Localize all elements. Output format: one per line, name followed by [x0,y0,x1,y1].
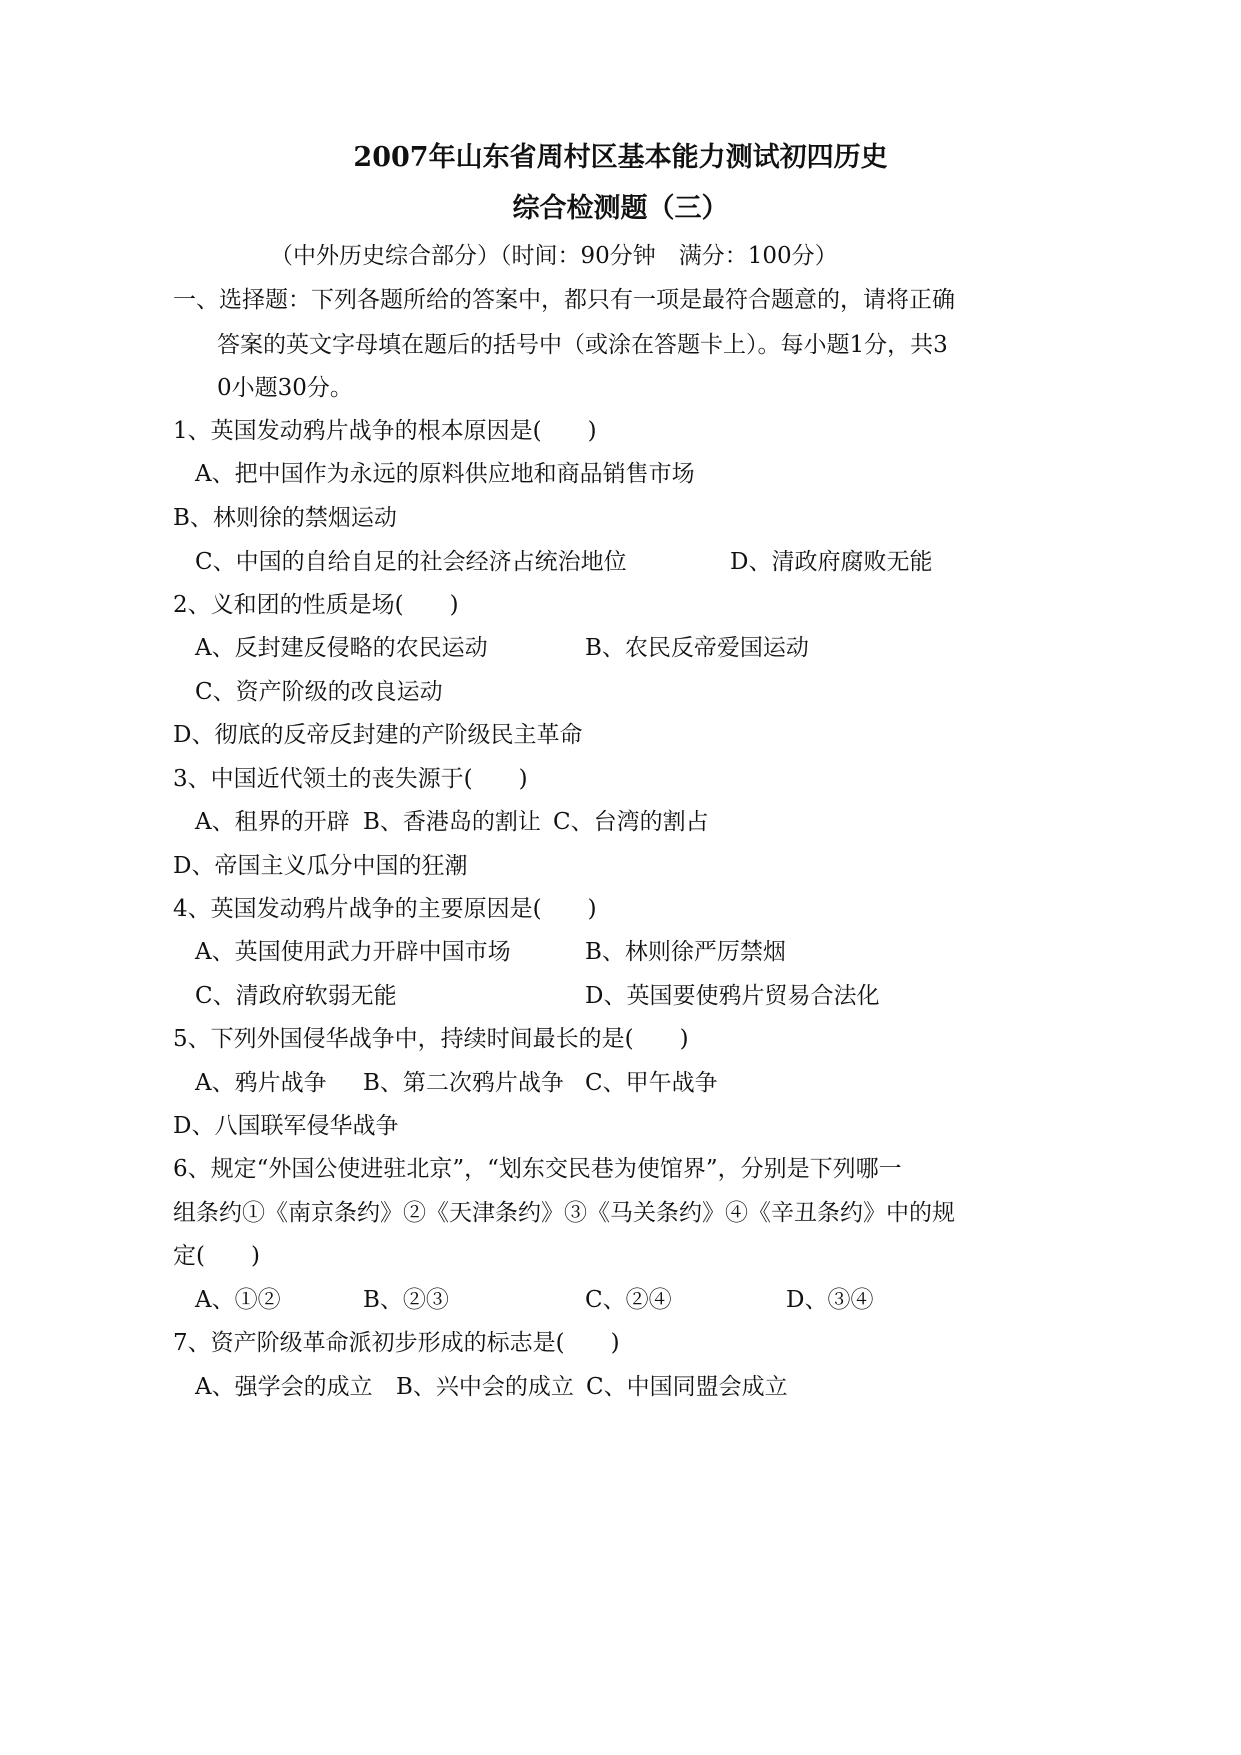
question-4-option-a: A、英国使用武力开辟中国市场 [195,939,511,965]
question-5-option-b: B、第二次鸦片战争 [363,1070,564,1096]
question-3-option-d: D、帝国主义瓜分中国的狂潮 [173,853,468,879]
question-6-option-a: A、①② [195,1287,281,1313]
question-1-option-a: A、把中国作为永远的原料供应地和商品销售市场 [195,461,695,487]
question-4-option-c: C、清政府软弱无能 [195,983,397,1009]
question-6-stem-line-3: 定( ) [173,1243,260,1269]
question-5-stem: 5、下列外国侵华战争中，持续时间最长的是( ) [173,1026,689,1052]
question-3-option-c: C、台湾的割占 [553,809,709,835]
question-7-option-c: C、中国同盟会成立 [586,1374,788,1400]
question-5-option-c: C、甲午战争 [585,1070,718,1096]
section-instruction-line-2: 答案的英文字母填在题后的括号中（或涂在答题卡上）。每小题1分，共3 [217,332,948,358]
exam-info: （中外历史综合部分）（时间：90分钟 满分：100分） [270,243,838,269]
document-subtitle: 综合检测题（三） [512,193,729,224]
question-4-option-d: D、英国要使鸦片贸易合法化 [585,983,880,1009]
question-3-option-a: A、租界的开辟 [195,809,350,835]
question-1-option-b: B、林则徐的禁烟运动 [173,505,397,531]
question-1-option-d: D、清政府腐败无能 [730,549,933,575]
question-6-option-d: D、③④ [786,1287,874,1313]
question-1-stem: 1、英国发动鸦片战争的根本原因是( ) [173,418,597,444]
question-2-option-c: C、资产阶级的改良运动 [195,679,443,705]
question-4-stem: 4、英国发动鸦片战争的主要原因是( ) [173,896,597,922]
section-instruction-line-1: 一、选择题：下列各题所给的答案中，都只有一项是最符合题意的，请将正确 [173,287,955,313]
document-title: 2007年山东省周村区基本能力测试初四历史 [353,142,888,173]
question-5-option-a: A、鸦片战争 [195,1070,327,1096]
question-1-option-c: C、中国的自给自足的社会经济占统治地位 [195,549,627,575]
question-6-option-c: C、②④ [585,1287,672,1313]
question-2-option-b: B、农民反帝爱国运动 [585,635,809,661]
question-6-stem-line-1: 6、规定“外国公使进驻北京”，“划东交民巷为使馆界”，分别是下列哪一 [173,1156,902,1182]
question-2-option-a: A、反封建反侵略的农民运动 [195,635,488,661]
question-3-stem: 3、中国近代领土的丧失源于( ) [173,766,528,792]
question-7-option-b: B、兴中会的成立 [396,1374,574,1400]
question-7-stem: 7、资产阶级革命派初步形成的标志是( ) [173,1330,620,1356]
section-instruction-line-3: 0小题30分。 [217,375,353,401]
question-6-option-b: B、②③ [363,1287,449,1313]
question-2-option-d: D、彻底的反帝反封建的产阶级民主革命 [173,722,583,748]
question-2-stem: 2、义和团的性质是场( ) [173,592,459,618]
question-3-option-b: B、香港岛的割让 [363,809,541,835]
question-4-option-b: B、林则徐严厉禁烟 [585,939,786,965]
question-6-stem-line-2: 组条约①《南京条约》②《天津条约》③《马关条约》④《辛丑条约》中的规 [173,1200,955,1226]
question-7-option-a: A、强学会的成立 [195,1374,373,1400]
question-5-option-d: D、八国联军侵华战争 [173,1113,399,1139]
